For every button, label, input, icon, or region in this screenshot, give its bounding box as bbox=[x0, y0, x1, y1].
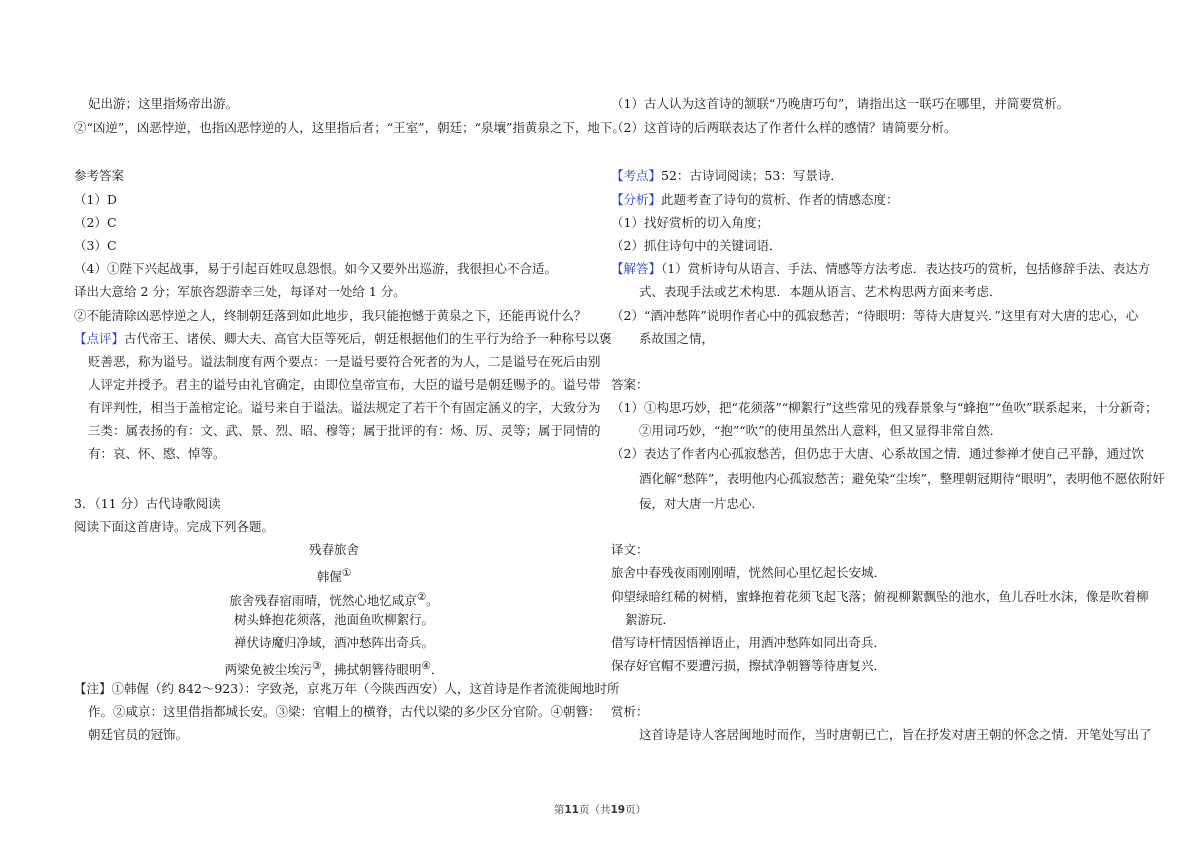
page-footer: 第11页（共19页） bbox=[553, 804, 647, 816]
note-line-2: ②“凶逆”，凶恶悖逆，也指凶恶悖逆的人，这里指后者；“王室”，朝廷；“泉壤”指黄泉之下，地下。 bbox=[74, 120, 625, 135]
fenxi-point-2: （2）抓住诗句中的关键词语． bbox=[611, 238, 782, 253]
poem-note-line-3: 朝廷官员的冠饰。 bbox=[88, 727, 189, 742]
jieda-line-2b: 系故国之情， bbox=[639, 331, 715, 346]
poem-line-1: 旅舍残春宿雨晴，恍然心地忆咸京②。 bbox=[229, 591, 439, 609]
sub-question-2: （2）这首诗的后两联表达了作者什么样的感情？请简要分析。 bbox=[611, 120, 957, 135]
poem-note-line-1: 【注】①韩偓（约 842～923）：字致尧，京兆万年（今陕西西安）人，这首诗是作者流徙闽地时所 bbox=[74, 681, 620, 696]
jieda-tag: 【解答】 bbox=[611, 261, 662, 276]
answer-line-2b: 酒化解“愁阵”，表明他内心孤寂愁苦；避免染“尘埃”，整理朝冠期待“眼明”，表明他不愿依附奸 bbox=[639, 471, 1165, 486]
note-continuation: 妃出游；这里指炀帝出游。 bbox=[88, 96, 239, 111]
translation-title: 译文： bbox=[611, 542, 649, 557]
answer-line-1b: ②用词巧妙，“抱”“吹”的使用虽然出人意料，但又显得非常自然． bbox=[639, 423, 1003, 438]
comment-line-3: 人评定并授予。君主的谥号由礼官确定，由即位皇帝宣布，大臣的谥号是朝廷赐予的。谥号带 bbox=[88, 377, 601, 392]
poem-author: 韩偓① bbox=[316, 567, 352, 585]
kaodian-line: 【考点】52：古诗词阅读；53：写景诗． bbox=[611, 168, 843, 183]
answers-title: 参考答案 bbox=[74, 168, 125, 183]
answer-line-1: （1）①构思巧妙，把“花须落”“柳絮行”这些常见的残春景象与“蜂抱”“鱼吹”联系起来，十分新奇； bbox=[611, 400, 1158, 415]
appreciation-title: 赏析： bbox=[611, 704, 649, 719]
poem-note-line-2: 作。②咸京：这里借指都城长安。③梁：官帽上的横脊，古代以梁的多少区分官阶。④朝簪： bbox=[88, 704, 601, 719]
poem-title: 残春旅舍 bbox=[308, 542, 359, 557]
fenxi-tag: 【分析】 bbox=[611, 192, 662, 207]
answer-line-2c: 佞，对大唐一片忠心． bbox=[639, 496, 765, 511]
poem-line-2: 树头蜂抱花须落，池面鱼吹柳絮行。 bbox=[233, 612, 434, 627]
translation-line-4: 保存好官帽不要遭污损，擦拭净朝簪等待唐复兴． bbox=[611, 658, 887, 673]
page-number: 11 bbox=[564, 804, 579, 816]
comment-line-2: 贬善恶，称为谥号。谥法制度有两个要点：一是谥号要符合死者的为人，二是谥号在死后由别 bbox=[88, 354, 601, 369]
kaodian-tag: 【考点】 bbox=[611, 168, 662, 183]
comment-line-5: 三类：属表扬的有：文、武、景、烈、昭、穆等；属于批评的有：炀、厉、灵等；属于同情的 bbox=[88, 423, 601, 438]
answer-1: （1）D bbox=[74, 192, 117, 207]
answer-title: 答案： bbox=[611, 377, 649, 392]
answer-3: （3）C bbox=[74, 238, 117, 253]
comment-tag: 【点评】 bbox=[74, 331, 125, 346]
comment-line-6: 有：哀、怀、愍、悼等。 bbox=[88, 446, 226, 461]
jieda-line-1: 【解答】（1）赏析诗句从语言、手法、情感等方法考虑．表达技巧的赏析，包括修辞手法、表达方 bbox=[611, 261, 1151, 276]
sub-question-1: （1）古人认为这首诗的颔联“乃晚唐巧句”，请指出这一联巧在哪里，并简要赏析。 bbox=[611, 96, 1070, 111]
answer-2: （2）C bbox=[74, 215, 117, 230]
jieda-line-1b: 式、表现手法或艺术构思．本题从语言、艺术构思两方面来考虑． bbox=[639, 284, 1002, 299]
answer-line-2: （2）表达了作者内心孤寂愁苦，但仍忠于大唐、心系故国之情．通过参禅才使自己平静，通过饮 bbox=[611, 446, 1144, 461]
scoring-note: 译出大意给 2 分；军旅咨怨游幸三处，每译对一处给 1 分。 bbox=[74, 284, 406, 299]
poem-line-4: 两梁免被尘埃污③，拂拭朝簪待眼明④． bbox=[224, 660, 444, 678]
page-total: 19 bbox=[610, 804, 626, 816]
translation-line-2: 仰望绿暗红稀的树梢，蜜蜂抱着花须飞起飞落；俯视柳絮飘坠的池水，鱼儿吞吐水沫，像是吹着柳 bbox=[611, 589, 1149, 604]
translation-line-3: 借写诗杆情因悟禅语止，用酒冲愁阵如同出奇兵． bbox=[611, 635, 887, 650]
question-3-instruction: 阅读下面这首唐诗。完成下列各题。 bbox=[74, 519, 275, 534]
question-3-title: 3．（11 分）古代诗歌阅读 bbox=[74, 496, 221, 511]
appreciation-line-1: 这首诗是诗人客居闽地时而作，当时唐朝已亡，旨在抒发对唐王朝的怀念之情．开笔处写出了 bbox=[639, 727, 1152, 742]
translation-line-1: 旅舍中春残夜雨刚刚晴，恍然间心里忆起长安城． bbox=[611, 565, 887, 580]
comment-line-1: 【点评】古代帝王、诸侯、卿大夫、高官大臣等死后，朝廷根据他们的生平行为给予一种称号以褒 bbox=[74, 331, 612, 346]
poem-line-3: 禅伏诗魔归净域，酒冲愁阵出奇兵。 bbox=[233, 635, 434, 650]
answer-4: （4）①陛下兴起战事，易于引起百姓叹息怨恨。如今又要外出巡游，我很担心不合适。 bbox=[74, 261, 557, 276]
jieda-line-2: （2）“酒冲愁阵”说明作者心中的孤寂愁苦；“待眼明：等待大唐复兴．”这里有对大唐的忠心，心 bbox=[611, 308, 1139, 323]
translation-line-2b: 絮游玩． bbox=[625, 612, 676, 627]
answer-4-part-2: ②不能清除凶恶悖逆之人，终制朝廷落到如此地步，我只能抱憾于黄泉之下，还能再说什么？ bbox=[74, 308, 587, 323]
fenxi-point-1: （1）找好赏析的切入角度； bbox=[611, 215, 769, 230]
note-tag: 【注】 bbox=[74, 681, 112, 696]
comment-line-4: 有评判性，相当于盖棺定论。谥号来自于谥法。谥法规定了若干个有固定涵义的字，大致分为 bbox=[88, 400, 601, 415]
fenxi-line: 【分析】此题考查了诗句的赏析、作者的情感态度： bbox=[611, 192, 899, 207]
